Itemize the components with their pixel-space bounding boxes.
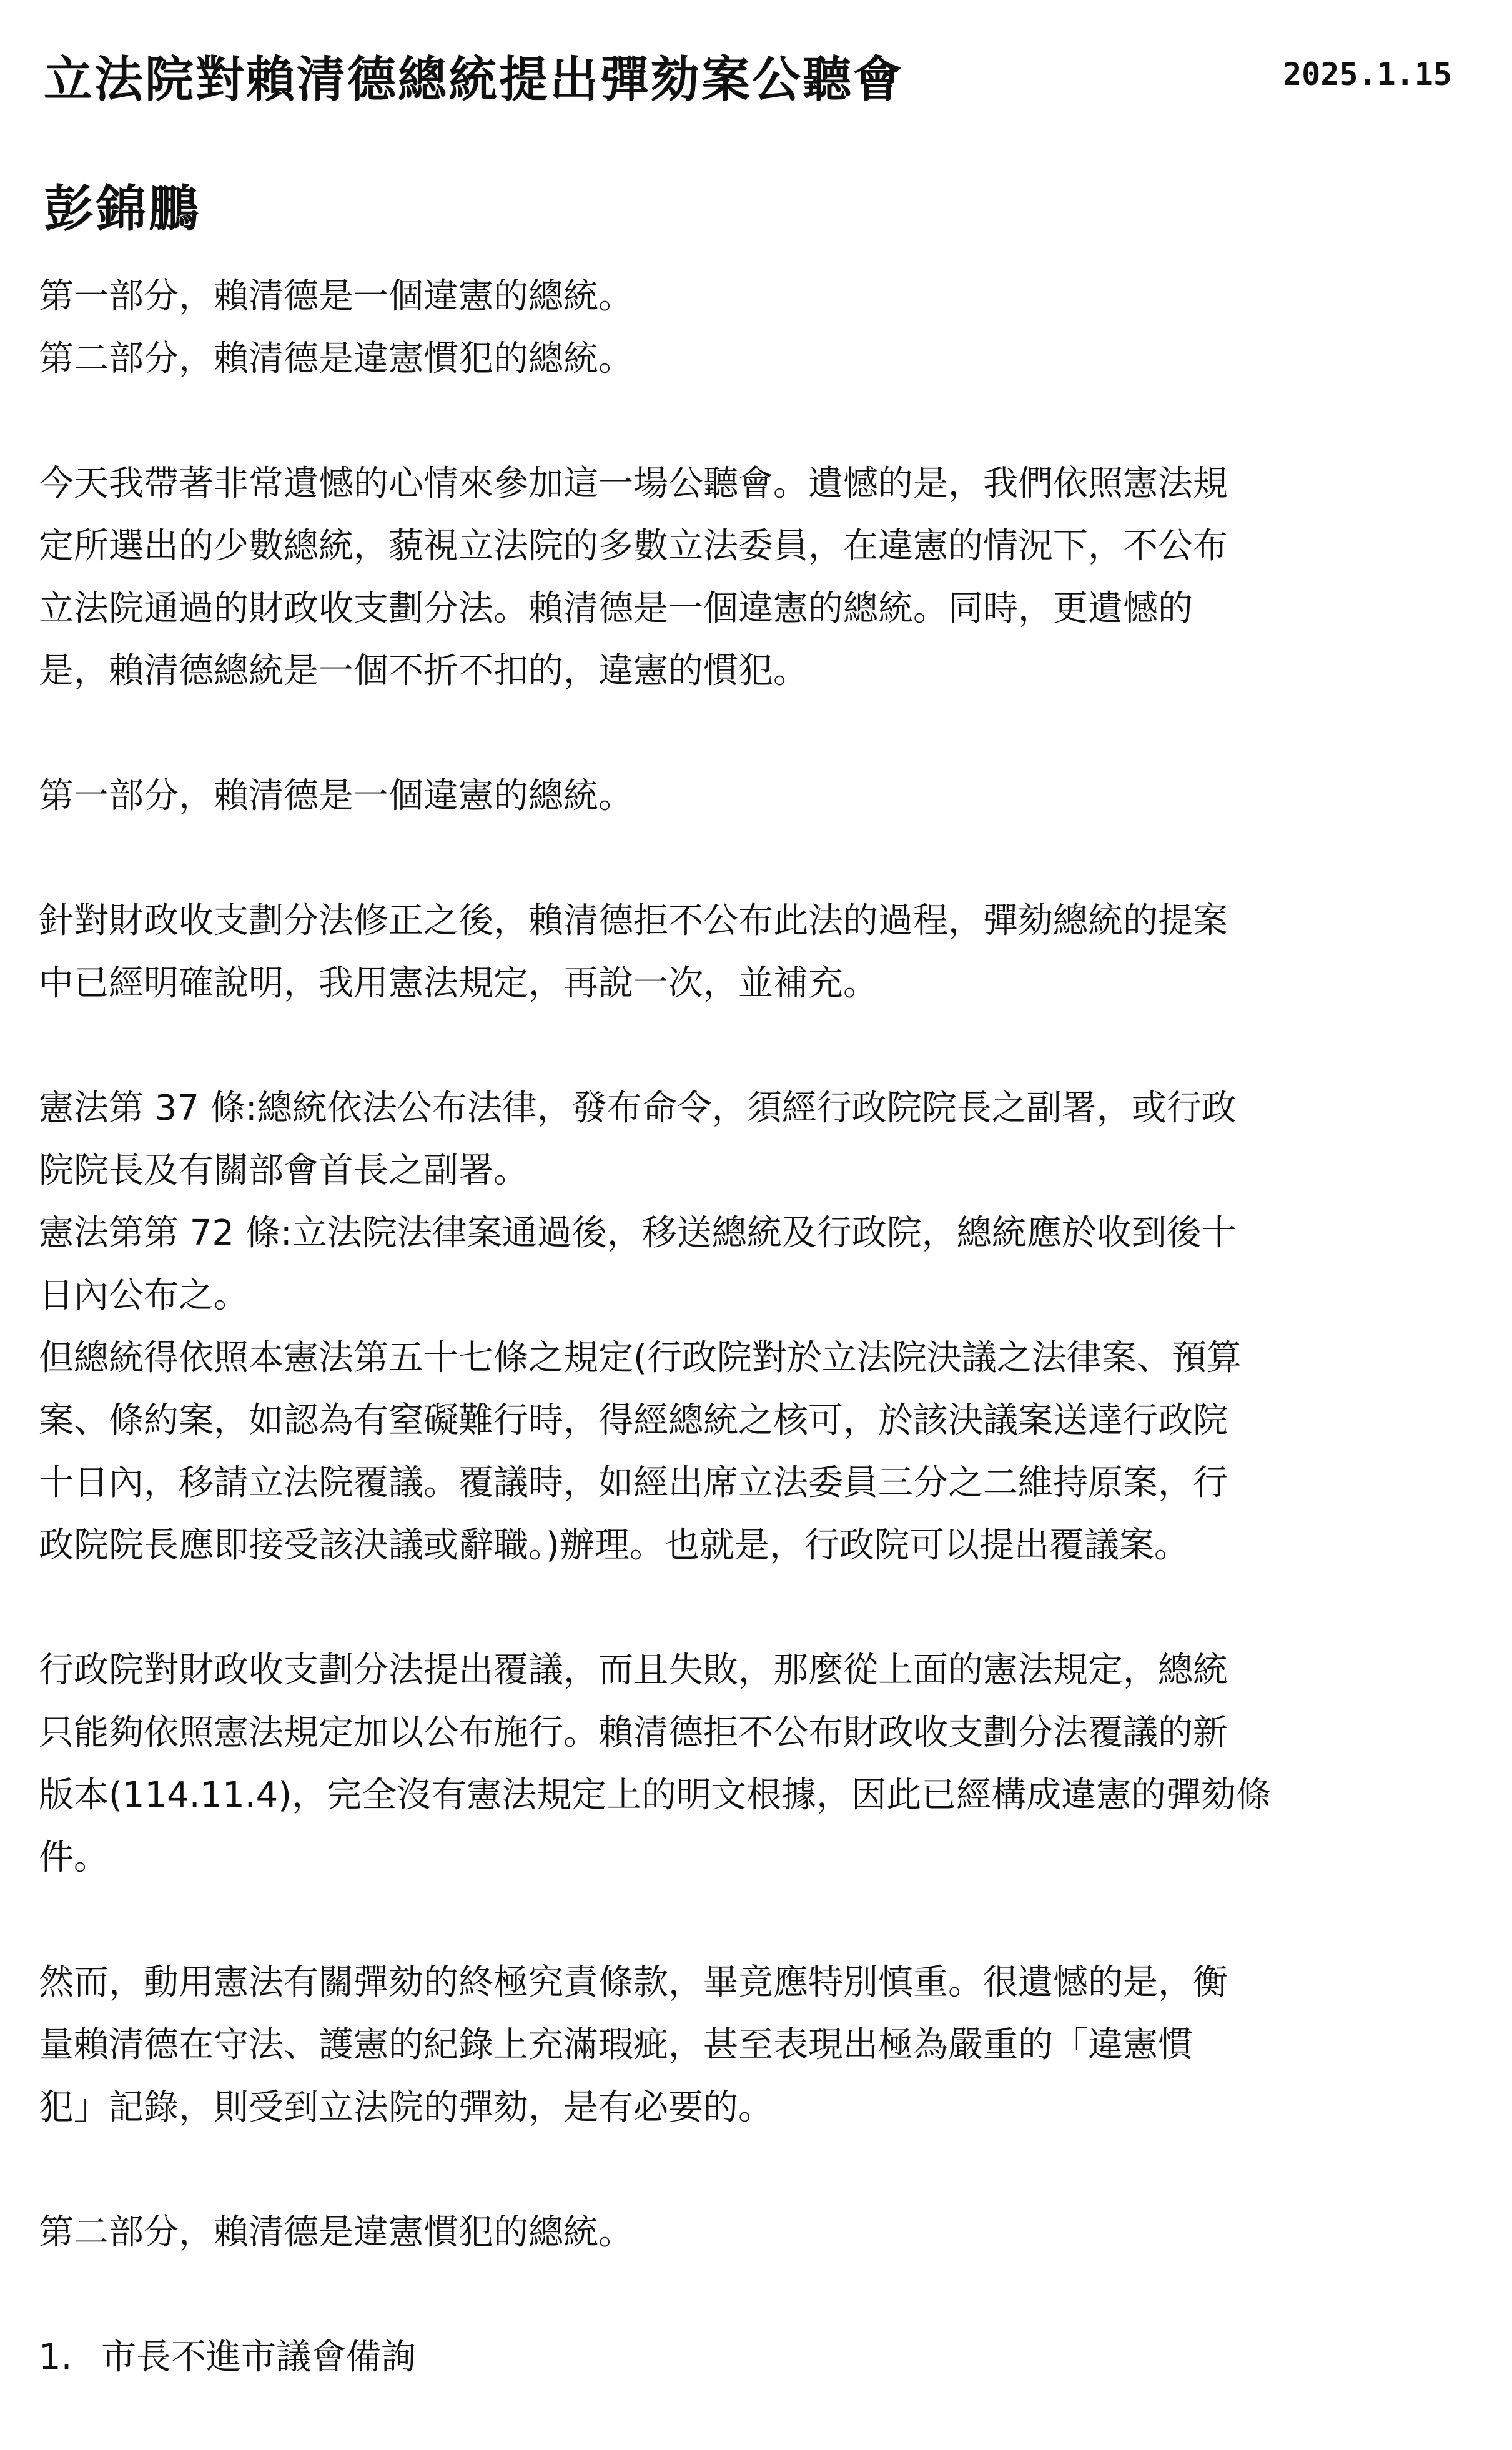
document-body bbox=[39, 265, 1463, 2389]
body-line: 立法院通過的財政收支劃分法。賴清德是一個違憲的總統。同時，更遺憾的 bbox=[39, 588, 1193, 629]
list-item bbox=[39, 2326, 1463, 2389]
paragraph-gap bbox=[39, 703, 1463, 765]
body-line: 政院院長應即接受該決議或辭職。)辦理。也就是，行政院可以提出覆議案。 bbox=[39, 1525, 1189, 1566]
section-heading-2: 第二部分，賴清德是違憲慣犯的總統。 bbox=[39, 2212, 633, 2253]
body-line: 行政院對財政收支劃分法提出覆議，而且失敗，那麼從上面的憲法規定，總統 bbox=[39, 1650, 1228, 1691]
body-line: 憲法第 37 條:總統依法公布法律，發布命令，須經行政院院長之副署，或行政 bbox=[39, 1088, 1237, 1129]
body-line: 量賴清德在守法、護憲的紀錄上充滿瑕疵，甚至表現出極為嚴重的「違憲慣 bbox=[39, 2025, 1193, 2065]
body-line: 針對財政收支劃分法修正之後，賴清德拒不公布此法的過程，彈劾總統的提案 bbox=[39, 901, 1228, 941]
body-line: 日內公布之。 bbox=[39, 1275, 249, 1316]
document-date: 2025.1.15 bbox=[1283, 56, 1452, 92]
section-heading-1: 第一部分，賴清德是一個違憲的總統。 bbox=[39, 776, 633, 816]
body-line: 今天我帶著非常遺憾的心情來參加這一場公聽會。遺憾的是，我們依照憲法規 bbox=[39, 463, 1228, 504]
body-line: 版本(114.11.4)，完全沒有憲法規定上的明文根據，因此已經構成違憲的彈劾條 bbox=[39, 1775, 1272, 1815]
body-line: 犯」記錄，則受到立法院的彈劾，是有必要的。 bbox=[39, 2087, 773, 2128]
document-header bbox=[44, 34, 1461, 116]
document-title: 立法院對賴清德總統提出彈劾案公聽會 bbox=[44, 51, 904, 108]
paragraph-gap bbox=[39, 1889, 1463, 1952]
body-line: 定所選出的少數總統，藐視立法院的多數立法委員，在違憲的情況下，不公布 bbox=[39, 526, 1228, 566]
body-line: 但總統得依照本憲法第五十七條之規定(行政院對於立法院決議之法律案、預算 bbox=[39, 1338, 1242, 1378]
body-line: 第一部分，賴清德是一個違憲的總統。 bbox=[39, 276, 633, 317]
body-line: 是，賴清德總統是一個不折不扣的，違憲的慣犯。 bbox=[39, 651, 808, 691]
paragraph-gap bbox=[39, 827, 1463, 890]
paragraph-gap bbox=[39, 390, 1463, 453]
body-line: 只能夠依照憲法規定加以公布施行。賴清德拒不公布財政收支劃分法覆議的新 bbox=[39, 1712, 1228, 1753]
body-line: 然而，動用憲法有關彈劾的終極究責條款，畢竟應特別慎重。很遺憾的是，衡 bbox=[39, 1962, 1228, 2003]
body-line: 第二部分，賴清德是違憲慣犯的總統。 bbox=[39, 338, 633, 379]
author-name: 彭錦鵬 bbox=[44, 179, 201, 238]
paragraph-gap bbox=[39, 2264, 1463, 2326]
body-line: 院院長及有關部會首長之副署。 bbox=[39, 1150, 528, 1191]
paragraph-gap bbox=[39, 1015, 1463, 1077]
list-item-number: 1. bbox=[39, 2337, 72, 2378]
body-line: 十日內，移請立法院覆議。覆議時，如經出席立法委員三分之二維持原案，行 bbox=[39, 1463, 1228, 1503]
paragraph-gap bbox=[39, 2139, 1463, 2201]
body-line: 案、條約案，如認為有窒礙難行時，得經總統之核可，於該決議案送達行政院 bbox=[39, 1400, 1228, 1441]
list-item-text: 市長不進市議會備詢 bbox=[101, 2337, 416, 2378]
body-line: 件。 bbox=[39, 1837, 109, 1878]
body-line: 憲法第第 72 條:立法院法律案通過後，移送總統及行政院，總統應於收到後十 bbox=[39, 1213, 1237, 1253]
body-line: 中已經明確說明，我用憲法規定，再說一次，並補充。 bbox=[39, 963, 878, 1004]
paragraph-gap bbox=[39, 1577, 1463, 1639]
